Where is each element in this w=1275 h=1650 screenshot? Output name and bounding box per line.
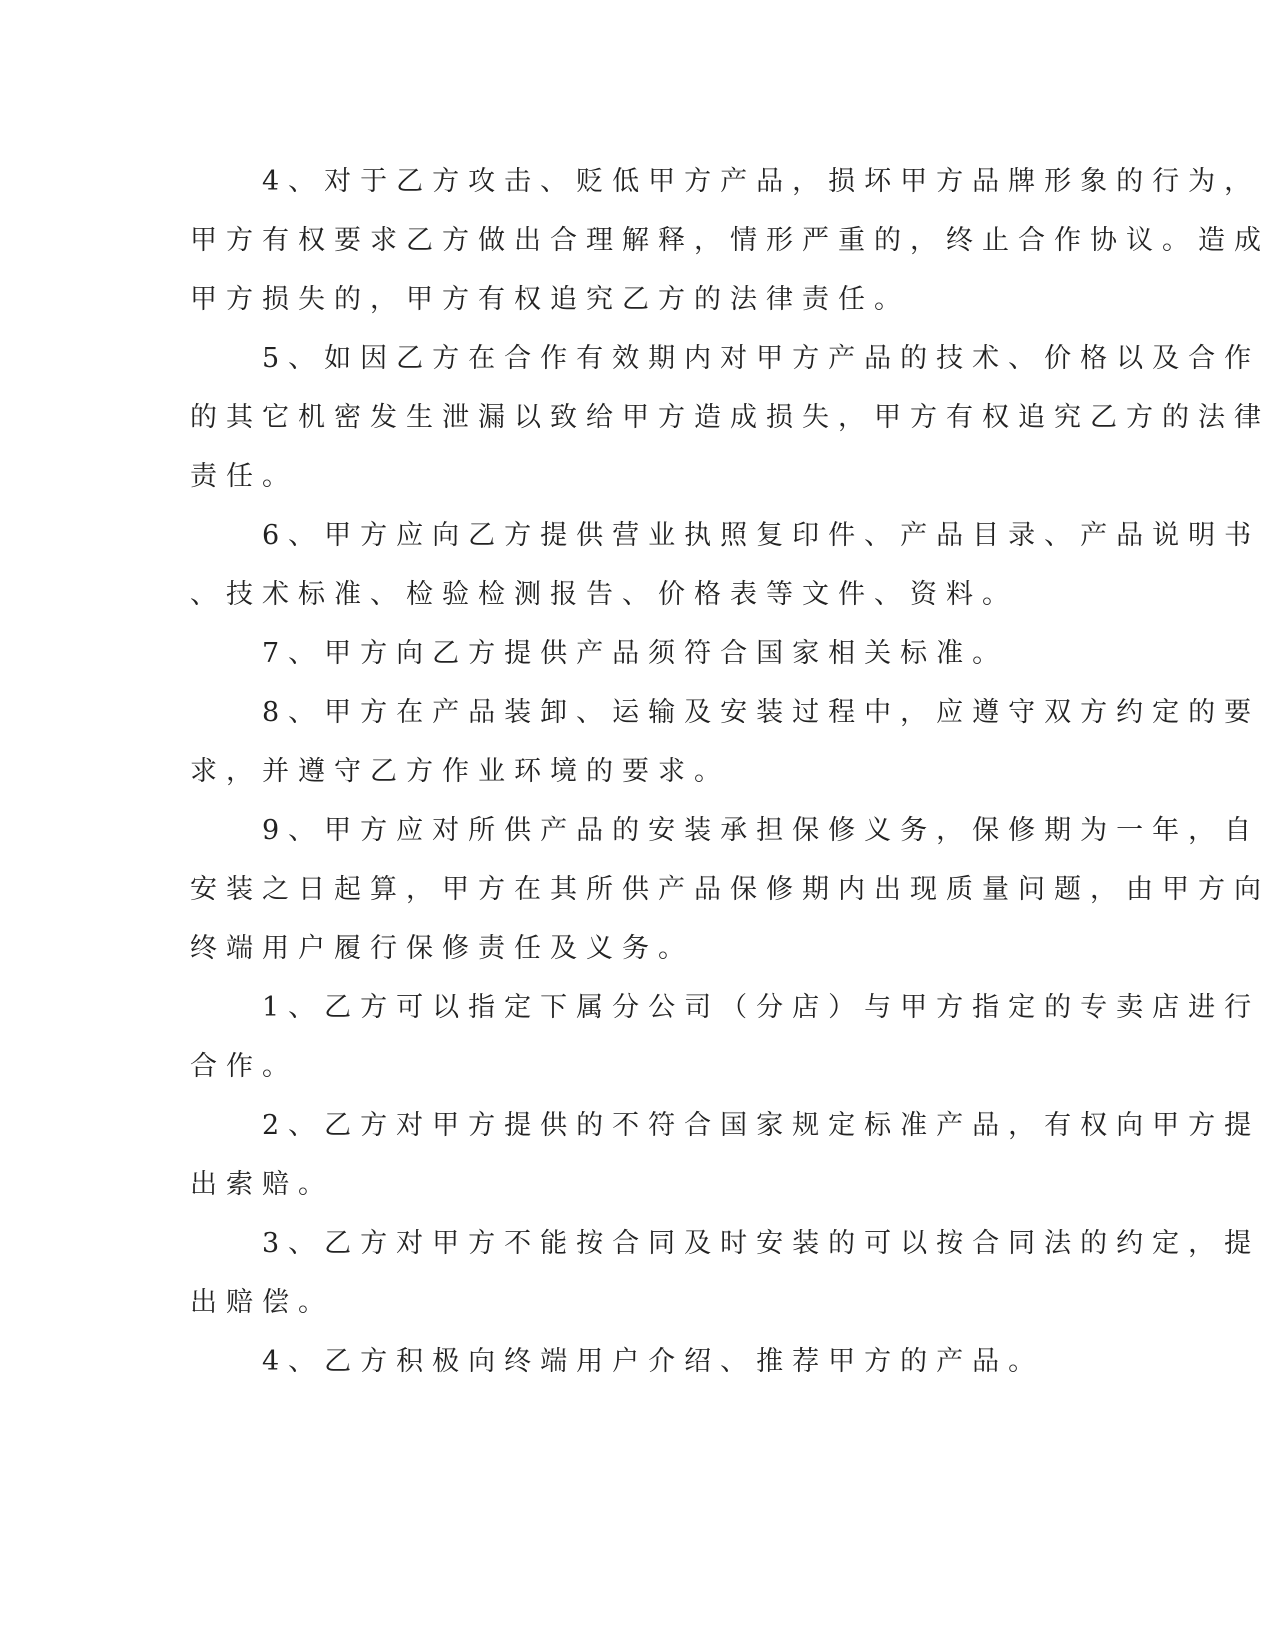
paragraph-line: 出索赔。: [190, 1169, 334, 1200]
paragraph-line: 6、甲方应向乙方提供营业执照复印件、产品目录、产品说明书: [262, 520, 1261, 551]
paragraph-line: 4、乙方积极向终端用户介绍、推荐甲方的产品。: [262, 1346, 1045, 1377]
paragraph-line: 9、甲方应对所供产品的安装承担保修义务，保修期为一年，自: [262, 815, 1261, 846]
paragraph-line: 合作。: [190, 1051, 298, 1082]
paragraph-line: 3、乙方对甲方不能按合同及时安装的可以按合同法的约定，提: [262, 1228, 1261, 1259]
paragraph-line: 、技术标准、检验检测报告、价格表等文件、资料。: [190, 579, 1018, 610]
paragraph-line: 2、乙方对甲方提供的不符合国家规定标准产品，有权向甲方提: [262, 1110, 1261, 1141]
paragraph-line: 4、对于乙方攻击、贬低甲方产品，损坏甲方品牌形象的行为，: [262, 166, 1261, 197]
paragraph-line: 责任。: [190, 461, 298, 492]
paragraph-line: 安装之日起算，甲方在其所供产品保修期内出现质量问题，由甲方向: [190, 874, 1270, 905]
paragraph-line: 出赔偿。: [190, 1287, 334, 1318]
paragraph-line: 求，并遵守乙方作业环境的要求。: [190, 756, 730, 787]
paragraph-line: 甲方损失的，甲方有权追究乙方的法律责任。: [190, 284, 910, 315]
paragraph-line: 7、甲方向乙方提供产品须符合国家相关标准。: [262, 638, 1009, 669]
paragraph-line: 1、乙方可以指定下属分公司（分店）与甲方指定的专卖店进行: [262, 992, 1261, 1023]
paragraph-line: 5、如因乙方在合作有效期内对甲方产品的技术、价格以及合作: [262, 343, 1261, 374]
paragraph-line: 的其它机密发生泄漏以致给甲方造成损失，甲方有权追究乙方的法律: [190, 402, 1270, 433]
paragraph-line: 终端用户履行保修责任及义务。: [190, 933, 694, 964]
paragraph-line: 8、甲方在产品装卸、运输及安装过程中，应遵守双方约定的要: [262, 697, 1261, 728]
paragraph-line: 甲方有权要求乙方做出合理解释，情形严重的，终止合作协议。造成: [190, 225, 1270, 256]
